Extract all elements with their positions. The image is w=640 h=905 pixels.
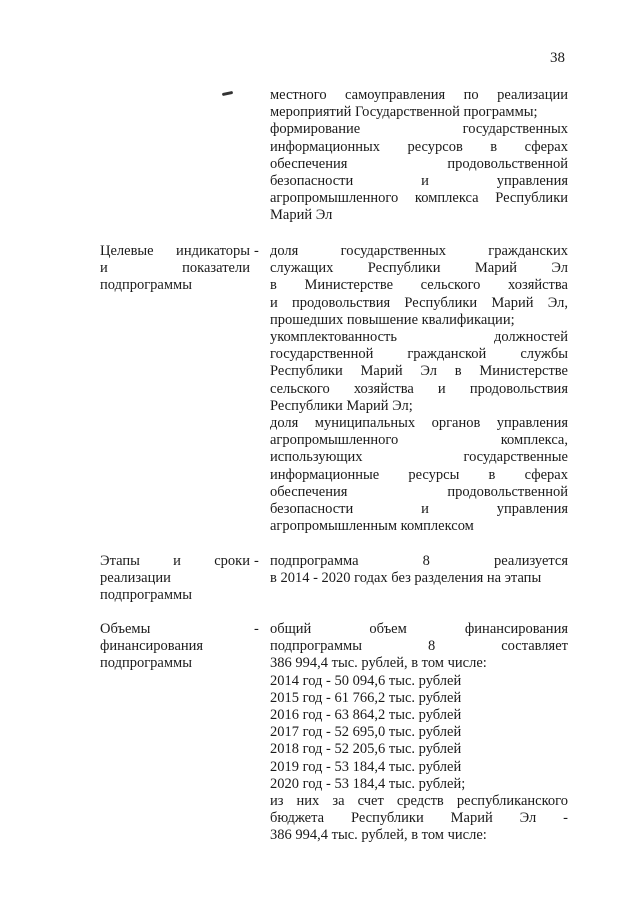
- content-line: агропромышленным комплексом: [270, 518, 474, 535]
- content-line: мероприятий Государственной программы;: [270, 104, 538, 121]
- content-line: 386 994,4 тыс. рублей, в том числе:: [270, 827, 487, 844]
- label-dash: -: [254, 553, 259, 569]
- content-line: 2016 год - 63 864,2 тыс. рублей: [270, 707, 462, 724]
- content-line: доля государственных гражданских: [270, 243, 568, 259]
- label-line: Этапы и сроки: [100, 553, 250, 569]
- content-line: 386 994,4 тыс. рублей, в том числе:: [270, 655, 487, 672]
- content-line: использующих государственные: [270, 449, 568, 466]
- content-line: 2018 год - 52 205,6 тыс. рублей: [270, 741, 462, 758]
- content-line: Республики Марий Эл в Министерстве: [270, 363, 568, 380]
- content-line: обеспечения продовольственной: [270, 483, 568, 500]
- section-label: [100, 243, 250, 295]
- content-line: из них за счет средств республиканского: [270, 793, 568, 810]
- pen-mark-icon: [222, 91, 233, 96]
- content-line: бюджета Республики Марий Эл -: [270, 810, 568, 827]
- content-line: в Министерстве сельского хозяйства: [270, 277, 568, 294]
- content-line: в 2014 - 2020 годах без разделения на этапы: [270, 570, 542, 587]
- section-label: [100, 553, 250, 605]
- label-line: Целевые индикаторы: [100, 243, 250, 259]
- content-line: безопасности и управления: [270, 501, 568, 518]
- label-line: подпрограммы: [100, 587, 192, 604]
- content-line: информационных ресурсов в сферах: [270, 138, 568, 155]
- section-content: [270, 553, 568, 587]
- content-line: агропромышленного комплекса,: [270, 432, 568, 449]
- content-line: Марий Эл: [270, 207, 333, 224]
- section-label: [100, 621, 250, 673]
- content-line: Республики Марий Эл;: [270, 397, 413, 414]
- content-line: прошедших повышение квалификации;: [270, 311, 515, 328]
- content-line: 2017 год - 52 695,0 тыс. рублей: [270, 724, 462, 741]
- content-line: безопасности и управления: [270, 173, 568, 190]
- content-line: укомплектованность должностей: [270, 329, 568, 346]
- section-content: [270, 621, 568, 845]
- content-line: местного самоуправления по реализации: [270, 87, 568, 103]
- content-line: служащих Республики Марий Эл: [270, 260, 568, 277]
- content-line: информационные ресурсы в сферах: [270, 466, 568, 483]
- content-line: обеспечения продовольственной: [270, 155, 568, 172]
- label-line: и показатели: [100, 260, 250, 277]
- content-line: и продовольствия Республики Марий Эл,: [270, 294, 568, 311]
- content-line: подпрограммы 8 составляет: [270, 638, 568, 655]
- content-line: 2019 год - 53 184,4 тыс. рублей: [270, 758, 462, 775]
- page-number: 38: [550, 50, 565, 66]
- content-line: государственной гражданской службы: [270, 346, 568, 363]
- label-dash: -: [254, 621, 259, 637]
- content-line: агропромышленного комплекса Республики: [270, 190, 568, 207]
- label-line: Объемы: [100, 621, 151, 637]
- section-content: [270, 243, 568, 535]
- content-line: 2014 год - 50 094,6 тыс. рублей: [270, 672, 462, 689]
- section-content: [270, 87, 568, 225]
- label-line: финансирования: [100, 638, 204, 655]
- content-line: формирование государственных: [270, 121, 568, 138]
- label-line: подпрограммы: [100, 277, 192, 294]
- content-line: подпрограмма 8 реализуется: [270, 553, 568, 569]
- content-line: доля муниципальных органов управления: [270, 415, 568, 432]
- content-line: 2020 год - 53 184,4 тыс. рублей;: [270, 775, 466, 792]
- content-line: 2015 год - 61 766,2 тыс. рублей: [270, 689, 462, 706]
- label-line: подпрограммы: [100, 655, 192, 672]
- label-line: реализации: [100, 570, 171, 587]
- label-dash: -: [254, 243, 259, 259]
- content-line: общий объем финансирования: [270, 621, 568, 637]
- content-line: сельского хозяйства и продовольствия: [270, 380, 568, 397]
